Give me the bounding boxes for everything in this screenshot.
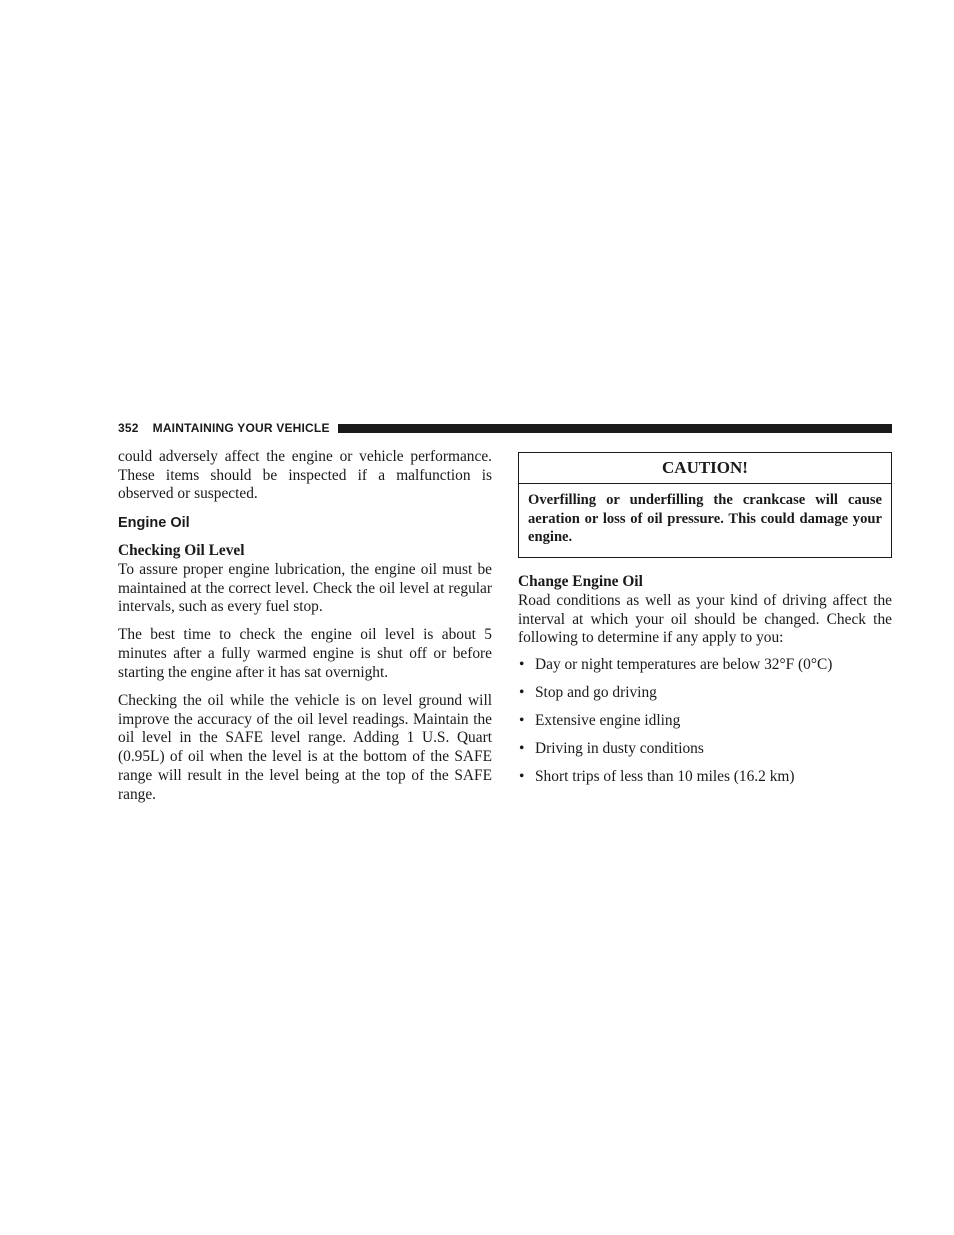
bullet-icon: • xyxy=(519,711,525,729)
list-item-text: Driving in dusty conditions xyxy=(535,739,704,757)
oil-level-paragraph-2: The best time to check the engine oil level is about 5 minutes after a fully warmed engine is shut off or before starting the engine after it has sat overnight. xyxy=(118,626,492,681)
page-header xyxy=(118,420,892,436)
list-item xyxy=(518,656,892,675)
list-item-text: Short trips of less than 10 miles (16.2 km) xyxy=(535,767,795,785)
list-item xyxy=(518,768,892,787)
change-oil-paragraph: Road conditions as well as your kind of driving affect the interval at which your oil should be changed. Check the following to determine if any apply to you: xyxy=(518,591,892,647)
bullet-icon: • xyxy=(519,655,525,673)
bullet-icon: • xyxy=(519,767,525,785)
engine-oil-heading: Engine Oil xyxy=(118,515,190,532)
header-rule xyxy=(338,424,892,433)
checking-oil-level-heading: Checking Oil Level xyxy=(118,542,245,560)
conditions-list xyxy=(518,656,892,787)
intro-paragraph: could adversely affect the engine or vehicle performance. These items should be inspected if a malfunction is observed or suspected. xyxy=(118,448,492,503)
caution-text: Overfilling or underfilling the crankcase will cause aeration or loss of oil pressure. This could damage your engine. xyxy=(528,492,882,546)
oil-level-paragraph-3: Checking the oil while the vehicle is on level ground will improve the accuracy of the oil level readings. Maintain the oil level in the SAFE level range. Adding 1 U.S. Quart (0.95L) of oil when the level is at the bottom of the SAFE range will result in the level being at the top of the SAFE range. xyxy=(118,692,492,803)
section-title: MAINTAINING YOUR VEHICLE xyxy=(152,421,330,435)
list-item xyxy=(518,712,892,731)
left-column xyxy=(118,448,492,804)
list-item-text: Extensive engine idling xyxy=(535,711,681,729)
caution-title: CAUTION! xyxy=(519,453,891,484)
caution-box xyxy=(518,452,892,558)
list-item-text: Stop and go driving xyxy=(535,683,657,701)
list-item-text: Day or night temperatures are below 32°F (0°C) xyxy=(535,655,833,673)
list-item xyxy=(518,684,892,703)
list-item xyxy=(518,740,892,759)
page-number: 352 xyxy=(118,421,139,435)
right-column xyxy=(518,448,892,796)
bullet-icon: • xyxy=(519,739,525,757)
bullet-icon: • xyxy=(519,683,525,701)
oil-level-paragraph-1: To assure proper engine lubrication, the engine oil must be maintained at the correct level. Check the oil level at regular intervals, such as every fuel stop. xyxy=(118,560,492,616)
change-engine-oil-heading: Change Engine Oil xyxy=(518,573,643,591)
